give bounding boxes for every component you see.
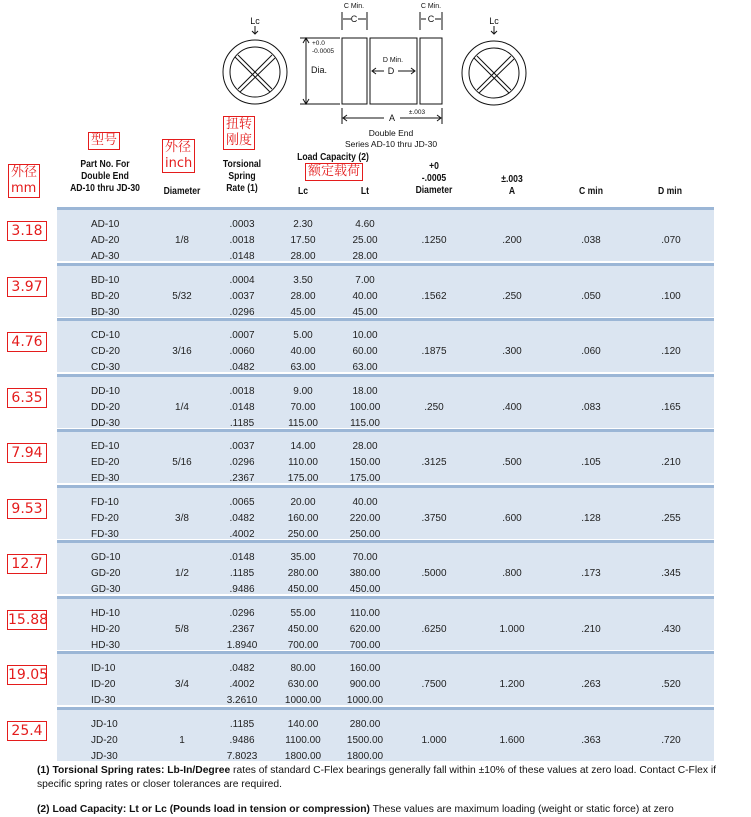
tolerance-diameter-cell: .7500 (421, 679, 447, 690)
lt-cell: 110.00 (350, 608, 380, 619)
spring-rate-cell: .0296 (229, 307, 255, 318)
part-number-cell: ED-10 (91, 441, 120, 452)
d-label: D (387, 66, 395, 76)
annotation-od-inch: 外径 inch (162, 139, 195, 173)
part-number-cell: CD-30 (91, 362, 120, 373)
lt-cell: 900.00 (349, 679, 381, 690)
diameter-cell: 1 (179, 735, 185, 746)
spring-rate-cell: .1185 (229, 719, 255, 730)
caption-line-2: Series AD-10 thru JD-30 (344, 139, 438, 149)
spring-rate-cell: .1185 (229, 418, 255, 429)
annotation-torsional-stiffness: 扭转 刚度 (223, 116, 255, 150)
side-view-left-section (342, 38, 367, 104)
diameter-cell: 3/4 (175, 679, 189, 690)
spring-rate-cell: 7.8023 (226, 751, 258, 762)
part-number-cell: DD-20 (91, 402, 120, 413)
lc-cell: 450.00 (287, 584, 319, 595)
diameter-cell: 1/4 (175, 402, 189, 413)
diameter-cell: 1/8 (175, 235, 189, 246)
lt-cell: 175.00 (349, 473, 381, 484)
spring-rate-cell: 3.2610 (226, 695, 258, 706)
lt-cell: 115.00 (350, 418, 380, 429)
od-mm-value: 7.94 (7, 443, 47, 463)
spring-rate-cell: .0296 (229, 457, 255, 468)
lt-cell: 7.00 (355, 275, 375, 286)
lt-cell: 28.00 (352, 251, 378, 262)
d-min-cell: .345 (661, 568, 681, 579)
tolerance-diameter-cell: .3750 (421, 513, 447, 524)
lc-cell: 28.00 (290, 291, 316, 302)
spring-rate-cell: .0037 (229, 291, 255, 302)
tolerance-diameter-cell: .1875 (421, 346, 447, 357)
part-number-cell: HD-20 (91, 624, 120, 635)
lt-cell: 60.00 (352, 346, 378, 357)
spring-rate-cell: .0060 (229, 346, 255, 357)
annotation-od-mm: 外径 mm (8, 164, 40, 198)
lc-cell: 630.00 (287, 679, 319, 690)
annotation-rated-load: 额定载荷 (305, 163, 363, 181)
minus-tolerance: -0.0005 (312, 48, 335, 55)
lt-cell: 45.00 (352, 307, 378, 318)
d-min-cell: .255 (661, 513, 681, 524)
part-number-cell: DD-10 (91, 386, 120, 397)
part-number-cell: HD-10 (91, 608, 120, 619)
part-number-cell: CD-20 (91, 346, 120, 357)
lc-cell: 250.00 (287, 529, 319, 540)
part-number-cell: FD-20 (91, 513, 119, 524)
lc-cell: 280.00 (287, 568, 319, 579)
lt-cell: 380.00 (349, 568, 381, 579)
tolerance-diameter-cell: .5000 (421, 568, 447, 579)
od-mm-value: 3.18 (7, 221, 47, 241)
a-cell: .250 (502, 291, 522, 302)
lc-cell: 450.00 (287, 624, 319, 635)
c-min-label-right: C Min. (420, 3, 442, 10)
a-cell: 1.000 (499, 624, 525, 635)
spring-rate-cell: .0148 (229, 552, 255, 563)
header-spring-rate: Torsional Spring Rate (1) (222, 158, 262, 194)
c-min-cell: .210 (581, 624, 601, 635)
spring-rate-cell: .0004 (229, 275, 255, 286)
caption-line-1: Double End (368, 128, 414, 138)
d-min-label: D Min. (382, 57, 404, 64)
part-number-cell: ED-30 (91, 473, 120, 484)
diameter-cell: 5/16 (172, 457, 192, 468)
c-min-label-left: C Min. (343, 3, 365, 10)
c-min-cell: .060 (581, 346, 601, 357)
header-diameter: Diameter (163, 185, 201, 197)
spring-rate-cell: .0065 (229, 497, 255, 508)
lt-cell: 40.00 (352, 291, 378, 302)
a-cell: 1.200 (499, 679, 525, 690)
d-min-cell: .520 (661, 679, 681, 690)
diameter-cell: 1/2 (175, 568, 189, 579)
spring-rate-cell: .0037 (229, 441, 255, 452)
lt-cell: 1500.00 (346, 735, 384, 746)
lt-cell: 1000.00 (346, 695, 384, 706)
part-number-cell: DD-30 (91, 418, 120, 429)
dia-label: Dia. (311, 65, 328, 75)
a-cell: .400 (502, 402, 522, 413)
lc-cell: 1000.00 (284, 695, 322, 706)
lc-cell: 160.00 (287, 513, 319, 524)
c-min-cell: .083 (581, 402, 601, 413)
lc-cell: 1100.00 (285, 735, 321, 746)
d-min-cell: .165 (661, 402, 681, 413)
tolerance-diameter-cell: .6250 (421, 624, 447, 635)
part-number-cell: FD-10 (91, 497, 119, 508)
a-label: A (388, 113, 396, 123)
c-min-cell: .038 (581, 235, 601, 246)
spring-rate-cell: .0148 (229, 402, 255, 413)
part-number-cell: JD-10 (91, 719, 118, 730)
lc-cell: 35.00 (290, 552, 316, 563)
lc-cell: 45.00 (290, 307, 316, 318)
spring-rate-cell: .9486 (229, 584, 255, 595)
footnote-2: (2) Load Capacity: Lt or Lc (Pounds load in tension or compression) These values are maximum loading (weight or static force) at zero (37, 804, 674, 815)
lc-cell: 175.00 (287, 473, 319, 484)
part-number-cell: FD-30 (91, 529, 119, 540)
lt-cell: 700.00 (349, 640, 381, 651)
part-number-cell: ID-10 (91, 663, 116, 674)
plus-tolerance: +0.0 (312, 40, 325, 47)
part-number-cell: AD-30 (91, 251, 120, 262)
d-min-cell: .100 (661, 291, 681, 302)
lc-cell: 3.50 (293, 275, 313, 286)
od-mm-value: 6.35 (7, 388, 47, 408)
spring-rate-cell: .0007 (229, 330, 255, 341)
lt-cell: 250.00 (349, 529, 381, 540)
spring-rate-cell: .0296 (229, 608, 255, 619)
lc-cell: 9.00 (293, 386, 313, 397)
d-min-cell: .720 (661, 735, 681, 746)
lt-cell: 40.00 (352, 497, 378, 508)
lt-cell: 100.00 (349, 402, 381, 413)
header-lc: Lc (297, 185, 309, 197)
spring-rate-cell: .0482 (229, 663, 255, 674)
spring-rate-cell: .0018 (229, 235, 255, 246)
a-cell: .600 (502, 513, 522, 524)
spring-rate-cell: .0482 (229, 362, 255, 373)
spring-rate-cell: .0003 (229, 219, 255, 230)
header-load-capacity: Load Capacity (2) (297, 151, 369, 163)
lt-cell: 1800.00 (346, 751, 384, 762)
lt-cell: 150.00 (349, 457, 381, 468)
od-mm-value: 12.7 (7, 554, 47, 574)
part-number-cell: GD-30 (91, 584, 121, 595)
od-mm-value: 19.05 (8, 667, 49, 683)
header-part-number: Part No. For Double End AD-10 thru JD-30 (70, 158, 140, 194)
a-cell: 1.600 (499, 735, 525, 746)
header-a: ±.003 A (501, 173, 523, 197)
lt-cell: 160.00 (349, 663, 381, 674)
lt-cell: 63.00 (352, 362, 378, 373)
lt-cell: 18.00 (352, 386, 378, 397)
annotation-part-number: 型号 (88, 132, 120, 150)
lt-cell: 70.00 (352, 552, 378, 563)
c-min-cell: .363 (581, 735, 601, 746)
spring-rate-cell: 1.8940 (226, 640, 258, 651)
lc-cell: 70.00 (290, 402, 316, 413)
d-min-cell: .070 (661, 235, 681, 246)
a-cell: .200 (502, 235, 522, 246)
part-number-cell: JD-20 (91, 735, 118, 746)
lc-cell: 1800.00 (284, 751, 322, 762)
spring-rate-cell: .0482 (229, 513, 255, 524)
lc-cell: 80.00 (290, 663, 316, 674)
diameter-cell: 5/32 (172, 291, 192, 302)
tolerance-diameter-cell: 1.000 (421, 735, 447, 746)
diameter-cell: 3/16 (172, 346, 192, 357)
od-mm-value: 25.4 (7, 721, 47, 741)
part-number-cell: AD-10 (91, 219, 120, 230)
tolerance-diameter-cell: .3125 (421, 457, 447, 468)
part-number-cell: GD-20 (91, 568, 121, 579)
c-label-left: C (350, 14, 358, 24)
spring-rate-cell: .1185 (229, 568, 255, 579)
spring-rate-cell: .9486 (229, 735, 255, 746)
a-tolerance: ±.003 (408, 109, 426, 116)
lt-cell: 4.60 (355, 219, 375, 230)
lc-cell: 14.00 (290, 441, 316, 452)
lc-cell: 17.50 (290, 235, 316, 246)
lc-cell: 110.00 (288, 457, 318, 468)
diameter-cell: 5/8 (175, 624, 189, 635)
lt-cell: 620.00 (349, 624, 381, 635)
c-min-cell: .105 (581, 457, 601, 468)
lc-cell: 115.00 (288, 418, 318, 429)
part-number-cell: BD-30 (91, 307, 120, 318)
lc-cell: 5.00 (293, 330, 313, 341)
spring-rate-cell: .0018 (229, 386, 255, 397)
od-mm-value: 3.97 (7, 277, 47, 297)
part-number-cell: ED-20 (91, 457, 120, 468)
lc-cell: 28.00 (290, 251, 316, 262)
header-lt: Lt (360, 185, 370, 197)
lc-cell: 140.00 (287, 719, 319, 730)
header-d-min: D min (658, 185, 682, 197)
od-mm-value: 9.53 (7, 499, 47, 519)
side-view-right-section (420, 38, 442, 104)
lc-cell: 55.00 (290, 608, 316, 619)
a-cell: .800 (502, 568, 522, 579)
spring-rate-cell: .0148 (229, 251, 255, 262)
c-min-cell: .050 (581, 291, 601, 302)
c-min-cell: .263 (581, 679, 601, 690)
spring-rate-cell: .4002 (229, 529, 255, 540)
tolerance-diameter-cell: .1250 (421, 235, 447, 246)
d-min-cell: .120 (661, 346, 681, 357)
lc-cell: 2.30 (293, 219, 313, 230)
lt-cell: 10.00 (352, 330, 378, 341)
part-number-cell: JD-30 (91, 751, 118, 762)
tolerance-diameter-cell: .250 (424, 402, 444, 413)
footnote-1: (1) Torsional Spring rates: Lb-In/Degree rates of standard C-Flex bearings generally fall within ±10% of these values at zero load. Contact C-Flex if specific spring rates or closer tolerances are required. (37, 765, 717, 790)
lc-cell: 63.00 (290, 362, 316, 373)
spring-rate-cell: .2367 (229, 473, 255, 484)
lt-cell: 280.00 (349, 719, 381, 730)
lc-label-right: Lc (489, 16, 499, 26)
spring-rate-cell: .2367 (229, 624, 255, 635)
part-number-cell: ID-20 (91, 679, 116, 690)
a-cell: .300 (502, 346, 522, 357)
part-number-cell: BD-20 (91, 291, 120, 302)
lt-cell: 25.00 (352, 235, 378, 246)
lc-cell: 20.00 (290, 497, 316, 508)
d-min-cell: .210 (661, 457, 681, 468)
part-number-cell: ID-30 (91, 695, 116, 706)
c-min-cell: .173 (581, 568, 601, 579)
lt-cell: 450.00 (349, 584, 381, 595)
od-mm-value: 4.76 (7, 332, 47, 352)
header-c-min: C min (579, 185, 603, 197)
lt-cell: 28.00 (352, 441, 378, 452)
c-min-cell: .128 (581, 513, 601, 524)
part-number-cell: HD-30 (91, 640, 120, 651)
od-mm-value: 15.88 (8, 612, 49, 628)
lc-cell: 40.00 (290, 346, 316, 357)
c-label-right: C (427, 14, 435, 24)
lc-label-left: Lc (250, 16, 260, 26)
tolerance-diameter-cell: .1562 (421, 291, 447, 302)
part-number-cell: CD-10 (91, 330, 120, 341)
part-number-cell: BD-10 (91, 275, 120, 286)
lc-cell: 700.00 (287, 640, 319, 651)
d-min-cell: .430 (661, 624, 681, 635)
lt-cell: 220.00 (349, 513, 381, 524)
part-number-cell: GD-10 (91, 552, 121, 563)
a-cell: .500 (502, 457, 522, 468)
header-tolerance-diameter: +0 -.0005 Diameter (415, 160, 453, 196)
part-number-cell: AD-20 (91, 235, 120, 246)
spring-rate-cell: .4002 (229, 679, 255, 690)
diameter-cell: 3/8 (175, 513, 189, 524)
